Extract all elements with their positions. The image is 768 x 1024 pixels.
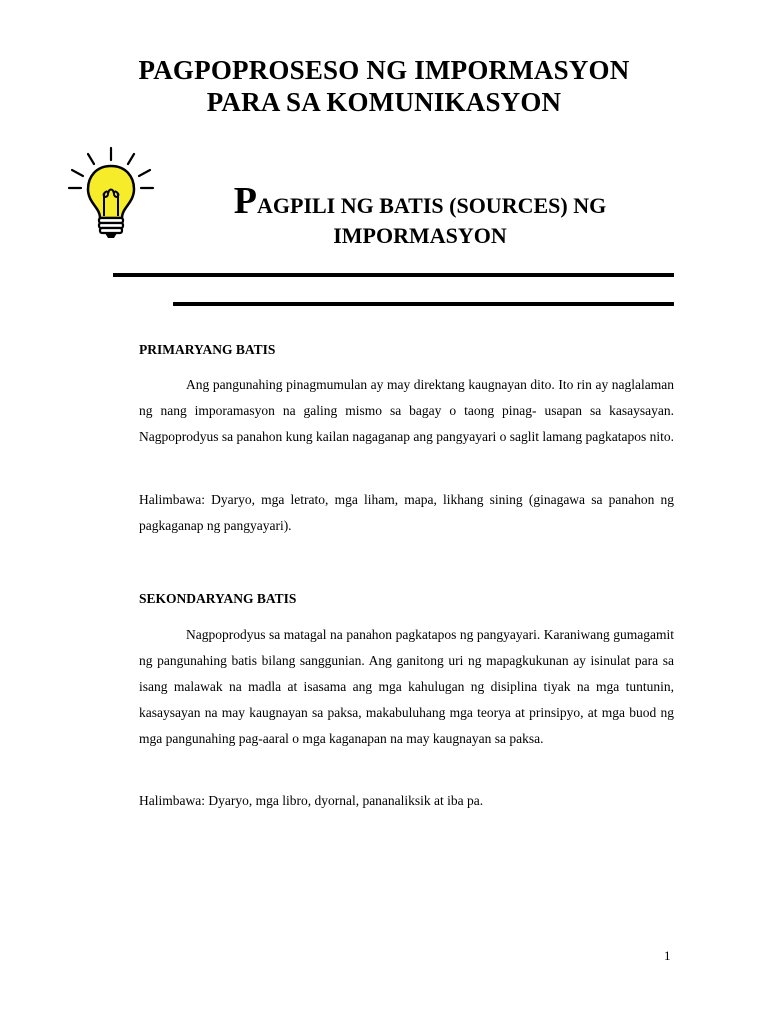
section-title [150,180,690,251]
title-line-2: PARA SA KOMUNIKASYON [206,87,562,117]
title-line-1: PAGPOPROSESO NG IMPORMASYON [138,55,630,85]
subtitle-initial: P [233,180,257,222]
paragraph-secondary: Nagpoprodyus sa matagal na panahon pagkatapos ng pangyayari. Karaniwang gumagamit ng pangunahing batis bilang sanggunian. Ang ganitong uri ng mapagkukunan ay isinulat para sa isang malawak na madla at isasama ang mga kahulugan ng disiplina tiyak na mga tuntunin, kasaysayan na may kaugnayan sa paksa, makabuluhang mga teorya at prinsipyo, at mga buod ng mga pangunahing pag-aaral o mga kaganapan na may kaugnayan sa paksa. [139,627,674,746]
heading-sekondaryang-batis: SEKONDARYANG BATIS [139,591,297,606]
divider-top [113,273,674,277]
divider-bottom [173,302,674,306]
heading-primaryang-batis: PRIMARYANG BATIS [139,342,276,357]
paragraph-primary: Ang pangunahing pinagmumulan ay may direktang kaugnayan dito. Ito rin ay naglalaman ng nang imporamasyon na galing mismo sa bagay o taong pinag- usapan sa kasaysayan. Nagpoprodyus sa panahon kung kailan nagaganap ang pangyayari o saglit lamang pagkatapos nito. [139,377,674,444]
subtitle-rest: AGPILI NG BATIS (SOURCES) NG [257,193,607,218]
example-secondary: Halimbawa: Dyaryo, mga libro, dyornal, pananaliksik at iba pa. [139,793,484,808]
example-primary: Halimbawa: Dyaryo, mga letrato, mga liham, mapa, likhang sining (ginagawa sa panahon ng pagkaganap ng pangyayari). [139,492,674,533]
lightbulb-icon [66,146,156,242]
page-number: 1 [664,948,671,963]
subtitle-line-2: IMPORMASYON [333,223,507,248]
document-title [0,54,768,118]
